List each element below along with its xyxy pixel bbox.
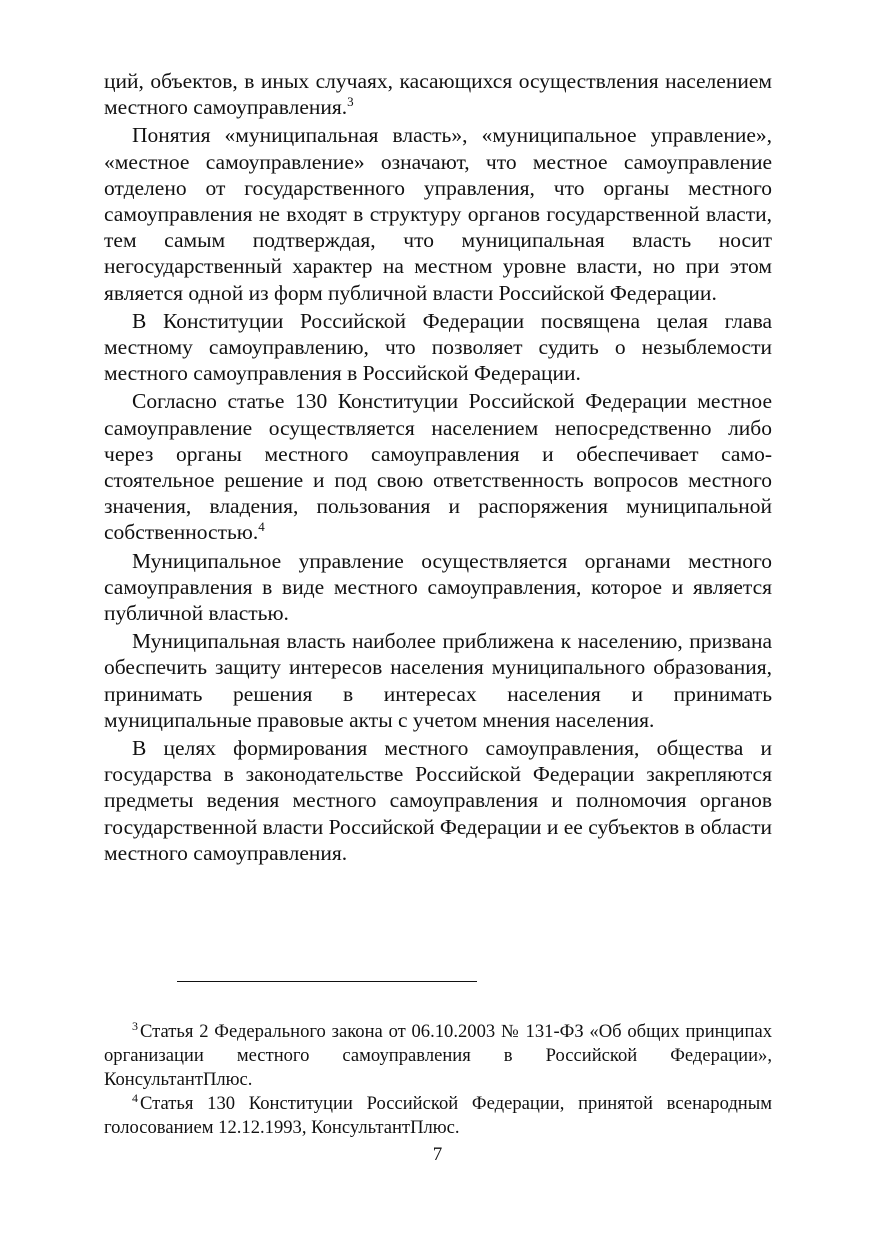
paragraph-7: В целях формирования местного самоуправления, общества и государства в законодательстве Российской Федерации закрепляются предметы ведения местного самоуправления и полномочия органов государственной власти Российской Федерации и ее субъектов в области местного самоуправления. [104,736,772,865]
paragraph-6: Муниципальная власть наиболее приближена к населению, призвана обеспечить защиту интересов населения муниципального образования, принимать решения в интересах населения и принимать муниципальные правовые акты с учетом мнения населения. [104,629,772,732]
paragraph-2: Понятия «муниципальная власть», «муниципальное управление», «местное самоуправление» означают, что местное самоуправление отделено от государственного управления, что органы местного самоуправления не входят в структуру органов государственной власти, тем самым подтверждая, что муниципальная власть носит негосударственный характер на местном уровне власти, но при этом является одной из форм публичной власти Российской Федерации. [104,123,772,305]
document-body [104,68,772,868]
footnote-separator [177,981,477,982]
paragraph-3: В Конституции Российской Федерации посвящена целая глава местному самоуправлению, что позволяет судить о незыблемости местного самоуправления в Российской Федерации. [104,308,772,386]
footnote-3: $^3$ Статья 2 Федерального закона от 06.10.2003 № 131-ФЗ «Об общих принципах организации местного самоуправления в Российской Федерации», КонсультантПлюс. [104,1019,772,1090]
footnotes [104,1020,772,1140]
paragraph-4: Согласно статье 130 Конституции Российской Федерации местное самоуправление осуществляется населением непосредственно либо через органы местного самоуправления и обеспечивает самостоятельное решение и под свою ответственность вопросов местного значения, владения, пользования и распоряжения муниципальной собственностью.$^4$ [104,389,772,545]
footnote-mark: 4 [132,1091,138,1105]
footnote-mark: 3 [132,1019,138,1033]
paragraph-5: Муниципальное управление осуществляется органами местного самоуправления в виде местного самоуправления, которое и является публичной властью. [104,548,772,626]
footnote-4: $^4$ Статья 130 Конституции Российской Федерации, принятой всенародным голосованием 12.12.1993, КонсультантПлюс. [104,1091,772,1138]
footnote-ref-3[interactable]: 3 [347,94,354,110]
paragraph-1: ций, объектов, в иных случаях, касающихся осуществления населением местного самоуправления.$^3$ [104,69,772,120]
footnote-ref-4[interactable]: 4 [258,519,265,535]
page-number: 7 [432,1144,443,1165]
